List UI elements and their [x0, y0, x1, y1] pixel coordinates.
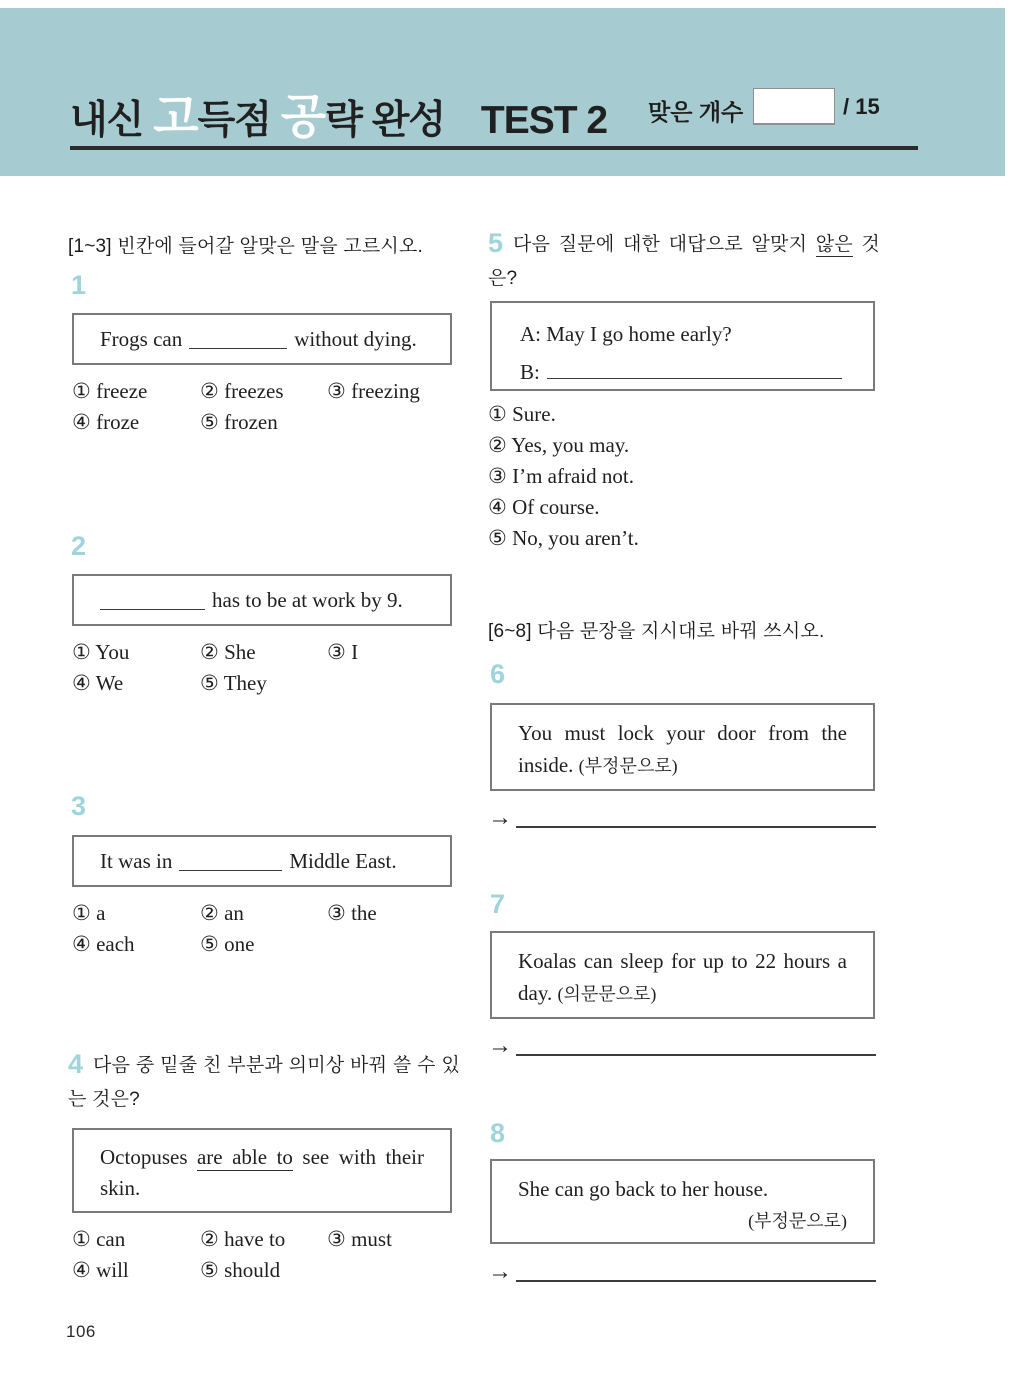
score-label: 맞은 개수 [648, 99, 744, 125]
underlined-phrase: are able to [196, 1145, 293, 1169]
q7-sentence: Koalas can sleep for up to 22 hours a day. [518, 949, 847, 1005]
option-item: ④ each [72, 932, 135, 956]
q2-blank-line [100, 590, 205, 610]
question-8-number: 8 [490, 1118, 506, 1148]
answer-arrow-icon: → [488, 1033, 512, 1059]
title-part: 득점 [197, 99, 281, 142]
page-number: 106 [66, 1322, 96, 1341]
q5-blank-line [547, 359, 842, 379]
question-5-heading [488, 228, 880, 296]
q5-dialog-b: B: [520, 353, 873, 391]
option-item: ⑤ No, you aren’t. [488, 526, 639, 550]
section-heading-6-8: [6~8] 다음 문장을 지시대로 바꿔 쓰시오. [488, 621, 825, 642]
q6-instruction-note: (부정문으로) [578, 756, 678, 776]
q3-sentence-post: Middle East. [289, 848, 397, 873]
option-item: ① can [72, 1227, 126, 1251]
q4-sentence-post: see with their skin. [100, 1145, 424, 1200]
answer-line [516, 1260, 876, 1282]
header-rule [70, 146, 918, 150]
q2-sentence-post: has to be at work by 9. [212, 587, 403, 612]
answer-arrow-icon: → [488, 805, 512, 831]
question-6-box [490, 703, 875, 791]
question-8-box [490, 1159, 875, 1244]
test-label: TEST 2 [480, 99, 608, 142]
question-1-box [72, 313, 452, 365]
question-2-options [72, 637, 454, 699]
q1-sentence-post: without dying. [294, 326, 417, 351]
question-4-prompt: 다음 중 밑줄 친 부분과 의미상 바꿔 쓸 수 있는 것은? [68, 1055, 460, 1110]
option-item: ③ must [327, 1227, 392, 1251]
question-7-answer [488, 1034, 876, 1058]
question-4-box [72, 1128, 452, 1213]
q8-sentence: She can go back to her house. [518, 1177, 769, 1201]
option-item: ③ the [327, 901, 377, 925]
option-item: ① a [72, 901, 106, 925]
option-item: ④ froze [72, 410, 140, 434]
q3-sentence-pre: It was in [100, 848, 173, 873]
option-item: ② have to [200, 1227, 286, 1251]
option-item: ① Sure. [488, 402, 556, 426]
q7-instruction-note: (의문문으로) [557, 984, 657, 1004]
title-part: 략 완성 [325, 99, 446, 142]
option-item: ⑤ one [200, 932, 255, 956]
title-highlight-go: 고 [153, 90, 198, 143]
title-part: 내신 [70, 99, 154, 142]
question-6-answer [488, 806, 876, 830]
question-3-options [72, 898, 454, 960]
option-item: ④ Of course. [488, 495, 600, 519]
option-item: ② freezes [200, 379, 284, 403]
option-item: ⑤ They [200, 671, 267, 695]
question-8-answer [488, 1260, 876, 1284]
option-item: ③ freezing [327, 379, 420, 403]
option-item: ① freeze [72, 379, 148, 403]
option-item: ④ We [72, 671, 124, 695]
option-item: ④ will [72, 1258, 129, 1282]
score-total: / 15 [843, 94, 880, 119]
answer-arrow-icon: → [488, 1259, 512, 1285]
option-item: ② an [200, 901, 244, 925]
question-4-options [72, 1224, 454, 1286]
score-input-box[interactable] [753, 88, 835, 124]
option-item: ⑤ frozen [200, 410, 278, 434]
q5-prompt-underlined: 않은 [815, 234, 853, 255]
option-item: ① You [72, 640, 130, 664]
option-item: ② Yes, you may. [488, 433, 630, 457]
section-heading-1-3: [1~3] 빈칸에 들어갈 알맞은 말을 고르시오. [68, 236, 423, 257]
answer-line [516, 1034, 876, 1056]
question-7-box [490, 931, 875, 1019]
q4-sentence-pre: Octopuses [100, 1145, 197, 1169]
q3-blank-line [179, 851, 282, 871]
question-3-box [72, 835, 452, 887]
option-item: ③ I [327, 640, 359, 664]
question-6-number: 6 [490, 659, 506, 689]
question-5-box [490, 301, 875, 391]
question-5-number: 5 [488, 228, 504, 258]
question-7-number: 7 [490, 889, 506, 919]
question-5-options [488, 399, 639, 554]
question-2-number: 2 [71, 531, 87, 561]
q5-prompt-pre: 다음 질문에 대한 대답으로 알맞지 [513, 234, 816, 255]
question-1-number: 1 [71, 270, 87, 300]
question-4-heading [68, 1049, 460, 1117]
q8-instruction-note: (부정문으로) [748, 1211, 847, 1231]
option-item: ⑤ should [200, 1258, 281, 1282]
option-item: ③ I’m afraid not. [488, 464, 634, 488]
answer-line [516, 806, 876, 828]
q5-dialog-a: A: May I go home early? [520, 322, 732, 346]
question-4-number: 4 [68, 1049, 84, 1079]
option-item: ② She [200, 640, 256, 664]
q1-sentence-pre: Frogs can [100, 326, 183, 351]
question-3-number: 3 [71, 791, 87, 821]
q5-prompt-post: 것은? [488, 234, 880, 289]
q6-sentence: You must lock your door from the inside. [518, 721, 847, 777]
title-highlight-gong: 공 [280, 90, 326, 143]
question-1-options [72, 376, 454, 438]
q1-blank-line [189, 329, 287, 349]
question-2-box [72, 574, 452, 626]
